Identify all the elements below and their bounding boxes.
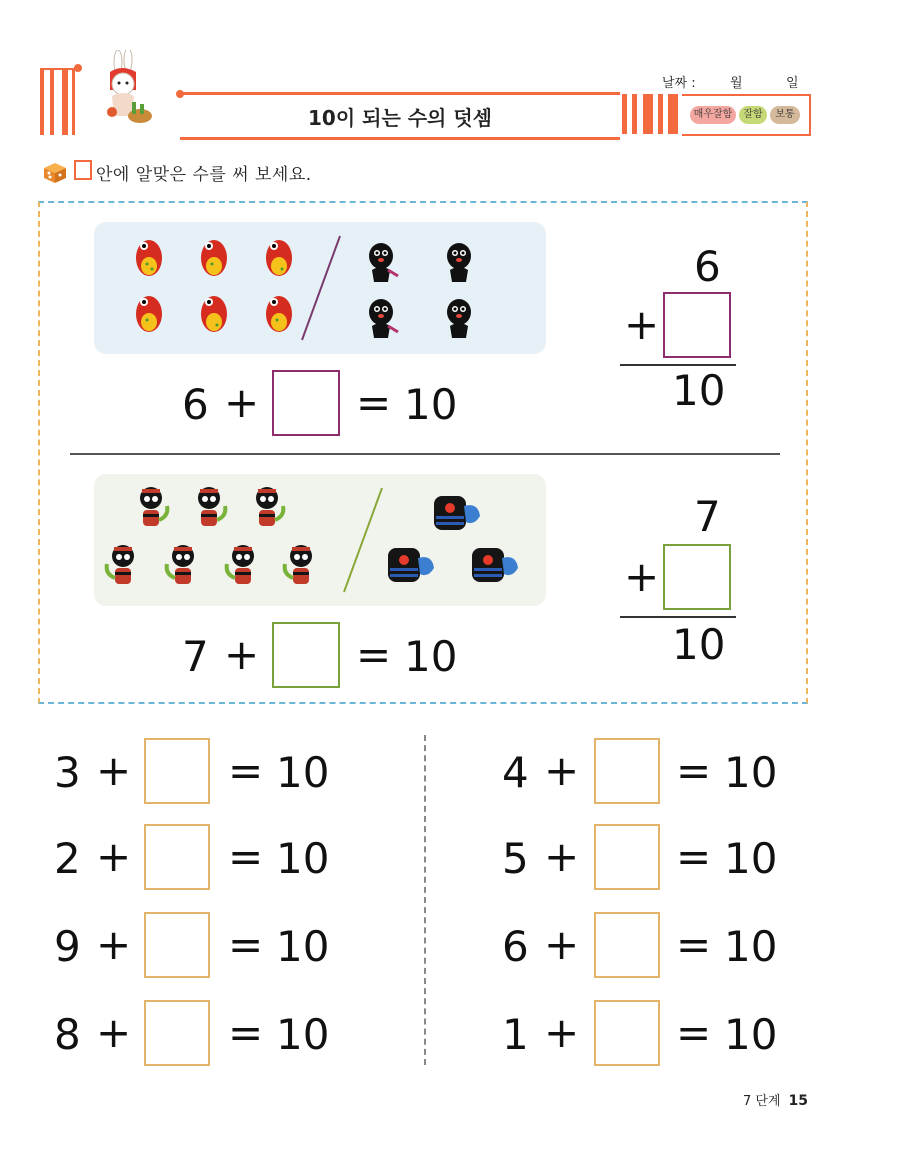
example1-vertical-total: 10 bbox=[672, 366, 726, 415]
problem-total: 10 bbox=[724, 748, 778, 797]
problem-answer-box[interactable] bbox=[594, 912, 660, 978]
problem-plus: + bbox=[544, 1008, 580, 1057]
problem-addend: 9 bbox=[54, 922, 81, 971]
example1-answer-box[interactable] bbox=[272, 370, 340, 436]
problem-answer-box[interactable] bbox=[594, 738, 660, 804]
problem-equals: = bbox=[676, 920, 712, 969]
problem-addend: 8 bbox=[54, 1010, 81, 1059]
problem-total: 10 bbox=[276, 1010, 330, 1059]
problem-addend: 5 bbox=[502, 834, 529, 883]
page-title bbox=[180, 92, 620, 140]
page-number: 15 bbox=[788, 1093, 808, 1109]
example2-vertical-total: 10 bbox=[672, 620, 726, 669]
problem-addend: 1 bbox=[502, 1010, 529, 1059]
example1-illustration bbox=[94, 222, 546, 354]
problem-total: 10 bbox=[276, 748, 330, 797]
example2-vertical-top: 7 bbox=[694, 492, 721, 541]
black-creature-icon bbox=[369, 243, 471, 338]
problem-answer-box[interactable] bbox=[594, 824, 660, 890]
example2-answer-box[interactable] bbox=[272, 622, 340, 688]
rabbit-mascot-icon bbox=[92, 50, 162, 128]
date-label: 날짜 : bbox=[662, 76, 696, 91]
left-stripe-1 bbox=[40, 70, 44, 135]
right-stripe-5 bbox=[668, 94, 678, 134]
problem-answer-box[interactable] bbox=[594, 1000, 660, 1066]
problem-equals: = bbox=[228, 746, 264, 795]
problem-equals: = bbox=[228, 920, 264, 969]
problem-addend: 4 bbox=[502, 748, 529, 797]
example2-plus: + bbox=[224, 630, 260, 679]
example2-vertical-line bbox=[620, 616, 736, 618]
problem-answer-box[interactable] bbox=[144, 1000, 210, 1066]
example-divider bbox=[70, 453, 780, 455]
column-divider bbox=[424, 735, 426, 1065]
step-label: 7 단계 bbox=[742, 1094, 781, 1109]
right-stripe-1 bbox=[622, 94, 627, 134]
problem-plus: + bbox=[544, 920, 580, 969]
line-dot bbox=[74, 64, 82, 72]
rating-good[interactable]: 잘함 bbox=[739, 106, 767, 124]
problem-plus: + bbox=[96, 746, 132, 795]
example1-vertical-plus: + bbox=[624, 300, 660, 349]
day-label: 일 bbox=[786, 76, 799, 91]
problem-addend: 3 bbox=[54, 748, 81, 797]
left-stripe-3 bbox=[62, 70, 68, 135]
example1-total: 10 bbox=[404, 380, 458, 429]
example2-vertical-answer-box[interactable] bbox=[663, 544, 731, 610]
cat-creature-icon bbox=[107, 487, 312, 584]
example1-addend: 6 bbox=[182, 380, 209, 429]
right-stripe-3 bbox=[643, 94, 653, 134]
instruction-box-icon bbox=[74, 160, 92, 180]
problem-equals: = bbox=[228, 1008, 264, 1057]
problem-equals: = bbox=[676, 746, 712, 795]
dice-icon bbox=[42, 160, 68, 184]
example2-vertical-plus: + bbox=[624, 552, 660, 601]
rating-average[interactable]: 보통 bbox=[770, 106, 800, 124]
problem-addend: 2 bbox=[54, 834, 81, 883]
top-line bbox=[40, 68, 78, 70]
problem-total: 10 bbox=[276, 834, 330, 883]
problem-plus: + bbox=[544, 832, 580, 881]
problem-plus: + bbox=[96, 920, 132, 969]
left-stripe-4 bbox=[72, 70, 75, 135]
bear-creature-icon bbox=[388, 496, 518, 582]
example1-equals: = bbox=[356, 378, 392, 427]
right-stripe-4 bbox=[658, 94, 663, 134]
problem-addend: 6 bbox=[502, 922, 529, 971]
rating-very-good[interactable]: 매우잘함 bbox=[690, 106, 736, 124]
problem-plus: + bbox=[96, 1008, 132, 1057]
red-creature-icon bbox=[136, 240, 292, 332]
example2-addend: 7 bbox=[182, 632, 209, 681]
example1-vertical-answer-box[interactable] bbox=[663, 292, 731, 358]
page-footer bbox=[743, 1090, 808, 1109]
example2-equals: = bbox=[356, 630, 392, 679]
month-label: 월 bbox=[730, 76, 743, 91]
problem-equals: = bbox=[676, 1008, 712, 1057]
problem-total: 10 bbox=[276, 922, 330, 971]
example2-illustration bbox=[94, 474, 546, 606]
page-title-text: 10이 되는 수의 덧셈 bbox=[308, 105, 492, 130]
problem-answer-box[interactable] bbox=[144, 824, 210, 890]
example1-plus: + bbox=[224, 378, 260, 427]
rating-box bbox=[682, 94, 811, 136]
example1-vertical-top: 6 bbox=[694, 242, 721, 291]
problem-equals: = bbox=[676, 832, 712, 881]
instruction-text: 안에 알맞은 수를 써 보세요. bbox=[96, 165, 312, 185]
problem-total: 10 bbox=[724, 922, 778, 971]
problem-plus: + bbox=[544, 746, 580, 795]
problem-equals: = bbox=[228, 832, 264, 881]
problem-answer-box[interactable] bbox=[144, 738, 210, 804]
problem-total: 10 bbox=[724, 834, 778, 883]
problem-plus: + bbox=[96, 832, 132, 881]
left-stripe-2 bbox=[50, 70, 54, 135]
example2-total: 10 bbox=[404, 632, 458, 681]
right-stripe-2 bbox=[632, 94, 637, 134]
problem-answer-box[interactable] bbox=[144, 912, 210, 978]
problem-total: 10 bbox=[724, 1010, 778, 1059]
